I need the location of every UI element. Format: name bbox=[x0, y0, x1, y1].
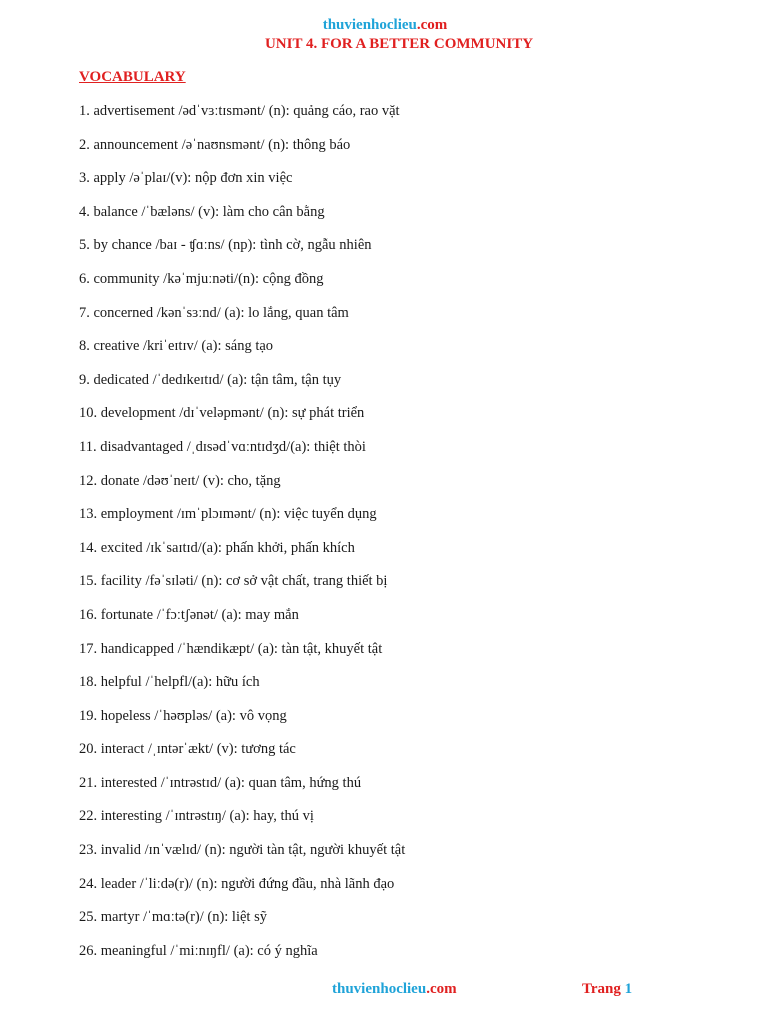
page-label: Trang bbox=[582, 981, 621, 997]
vocab-item: 23. invalid /ɪnˈvælɪd/ (n): người tàn tật, người khuyết tật bbox=[79, 842, 406, 859]
vocab-item: 21. interested /ˈɪntrəstɪd/ (a): quan tâm, hứng thú bbox=[79, 774, 362, 791]
vocab-item: 15. facility /fəˈsɪləti/ (n): cơ sở vật chất, trang thiết bị bbox=[79, 573, 388, 590]
vocab-item: 20. interact /ˌɪntərˈækt/ (v): tương tác bbox=[79, 741, 296, 758]
vocab-item: 26. meaningful /ˈmiːnɪŋfl/ (a): có ý nghĩa bbox=[79, 942, 318, 959]
footer-site-domain: .com bbox=[426, 981, 457, 997]
vocabulary-list bbox=[79, 100, 405, 973]
vocab-item: 8. creative /kriˈeɪtɪv/ (a): sáng tạo bbox=[79, 338, 274, 355]
vocab-item: 19. hopeless /ˈhəʊpləs/ (a): vô vọng bbox=[79, 707, 287, 724]
vocab-item: 18. helpful /ˈhelpfl/(a): hữu ích bbox=[79, 674, 260, 691]
vocab-item: 2. announcement /əˈnaʊnsmənt/ (n): thông báo bbox=[79, 136, 351, 153]
vocab-item: 22. interesting /ˈɪntrəstɪŋ/ (a): hay, thú vị bbox=[79, 808, 314, 825]
vocab-item: 12. donate /dəʊˈneɪt/ (v): cho, tặng bbox=[79, 472, 281, 489]
section-heading-vocabulary: VOCABULARY bbox=[79, 69, 186, 85]
site-domain: .com bbox=[416, 17, 448, 33]
vocab-item: 25. martyr /ˈmɑːtə(r)/ (n): liệt sỹ bbox=[79, 909, 267, 926]
vocab-item: 6. community /kəˈmjuːnəti/(n): cộng đồng bbox=[79, 270, 324, 287]
page-number: 1 bbox=[624, 981, 633, 997]
vocab-item: 9. dedicated /ˈdedɪkeɪtɪd/ (a): tận tâm, tận tụy bbox=[79, 371, 342, 388]
vocab-item: 11. disadvantaged /ˌdɪsədˈvɑːntɪdʒd/(a): thiệt thòi bbox=[79, 438, 366, 455]
vocab-item: 24. leader /ˈliːdə(r)/ (n): người đứng đầu, nhà lãnh đạo bbox=[79, 875, 395, 892]
vocab-item: 10. development /dɪˈveləpmənt/ (n): sự phát triển bbox=[79, 405, 365, 422]
page-number-label bbox=[582, 981, 632, 998]
vocab-item: 3. apply /əˈplaɪ/(v): nộp đơn xin việc bbox=[79, 170, 293, 187]
vocab-item: 13. employment /ɪmˈplɔɪmənt/ (n): việc tuyển dụng bbox=[79, 506, 377, 523]
vocab-item: 14. excited /ɪkˈsaɪtɪd/(a): phấn khởi, phấn khích bbox=[79, 539, 355, 556]
site-header bbox=[0, 17, 770, 34]
vocab-item: 1. advertisement /ədˈvɜːtɪsmənt/ (n): quảng cáo, rao vặt bbox=[79, 103, 400, 119]
page-footer bbox=[0, 981, 770, 1001]
site-name: thuvienhoclieu bbox=[322, 17, 417, 33]
footer-site bbox=[332, 981, 457, 998]
vocab-item: 17. handicapped /ˈhændikæpt/ (a): tàn tật, khuyết tật bbox=[79, 640, 383, 657]
vocab-item: 4. balance /ˈbæləns/ (v): làm cho cân bằng bbox=[79, 203, 325, 220]
page-title: UNIT 4. FOR A BETTER COMMUNITY bbox=[264, 36, 534, 52]
vocab-item: 16. fortunate /ˈfɔːtʃənət/ (a): may mắn bbox=[79, 606, 299, 623]
footer-site-name: thuvienhoclieu bbox=[332, 981, 427, 997]
vocab-item: 7. concerned /kənˈsɜːnd/ (a): lo lắng, quan tâm bbox=[79, 304, 349, 321]
vocab-item: 5. by chance /baɪ - ʧɑːns/ (np): tình cờ, ngẫu nhiên bbox=[79, 237, 372, 254]
